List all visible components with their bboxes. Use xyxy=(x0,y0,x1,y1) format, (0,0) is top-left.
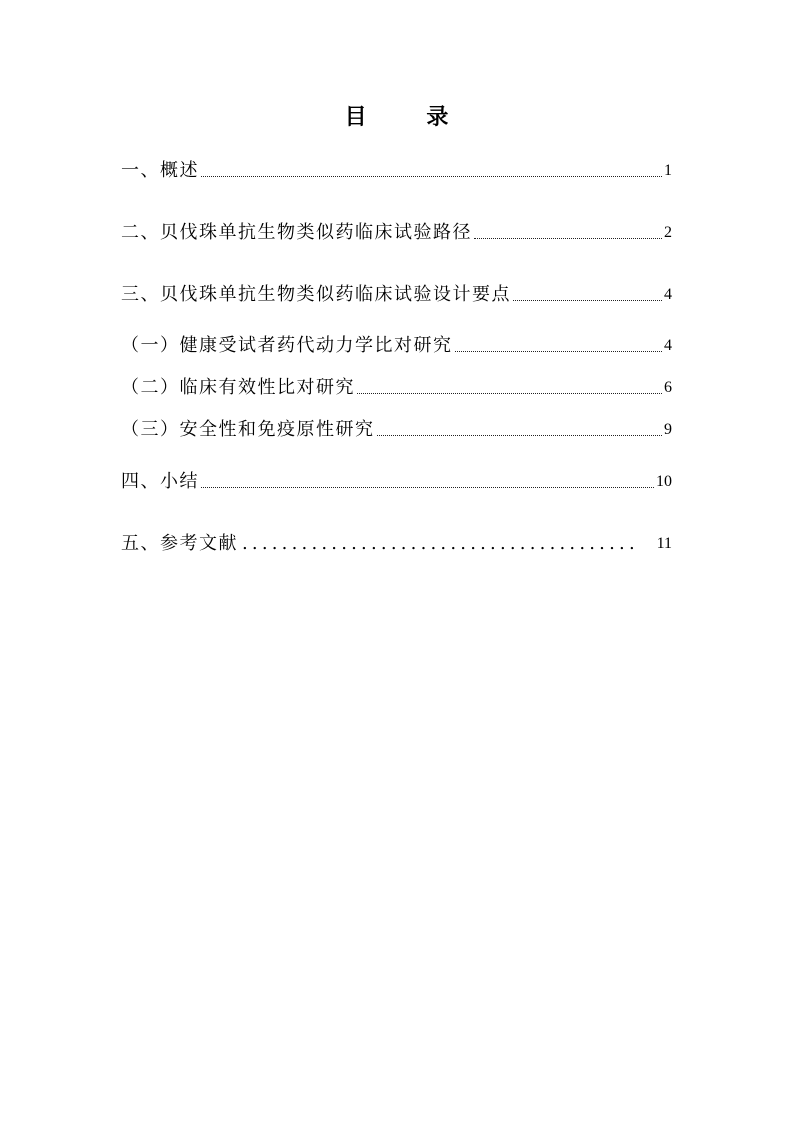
toc-entry-page: 6 xyxy=(664,379,672,396)
toc-entry-page: 2 xyxy=(664,224,672,241)
table-of-contents xyxy=(121,0,672,1122)
dot-leader xyxy=(455,350,663,352)
toc-title: 目 录 xyxy=(344,104,475,130)
toc-entry-label: 一、概述 xyxy=(121,160,199,181)
dot-leader xyxy=(357,392,662,394)
dot-leader: ........................................ xyxy=(242,533,639,554)
toc-entry-page: 10 xyxy=(656,473,672,490)
toc-entry-efficacy-study[interactable] xyxy=(121,376,672,400)
toc-entry-label: 四、小结 xyxy=(121,471,199,492)
toc-entry-pk-study[interactable] xyxy=(121,334,672,358)
dot-leader xyxy=(201,486,654,488)
toc-entry-page: 9 xyxy=(664,421,672,438)
dot-leader xyxy=(201,175,662,177)
toc-entry-label: （三）安全性和免疫原性研究 xyxy=(121,419,375,440)
toc-entry-label: （二）临床有效性比对研究 xyxy=(121,377,355,398)
toc-entry-page: 4 xyxy=(664,337,672,354)
toc-entry-summary[interactable] xyxy=(121,470,672,494)
toc-entry-page: 11 xyxy=(656,535,672,552)
toc-entry-design-points[interactable] xyxy=(121,283,672,307)
toc-entry-label: 三、贝伐珠单抗生物类似药临床试验设计要点 xyxy=(121,284,511,305)
toc-entry-overview[interactable] xyxy=(121,159,672,183)
dot-leader xyxy=(513,299,662,301)
toc-entry-trial-path[interactable] xyxy=(121,221,672,245)
toc-entry-references[interactable] xyxy=(121,532,672,556)
toc-entry-label: 二、贝伐珠单抗生物类似药临床试验路径 xyxy=(121,222,472,243)
toc-entry-page: 1 xyxy=(664,162,672,179)
toc-entry-page: 4 xyxy=(664,286,672,303)
toc-entry-safety-study[interactable] xyxy=(121,418,672,442)
toc-entry-label: 五、参考文献 xyxy=(121,533,238,554)
toc-entry-label: （一）健康受试者药代动力学比对研究 xyxy=(121,335,453,356)
dot-leader xyxy=(474,237,662,239)
dot-leader xyxy=(377,434,663,436)
